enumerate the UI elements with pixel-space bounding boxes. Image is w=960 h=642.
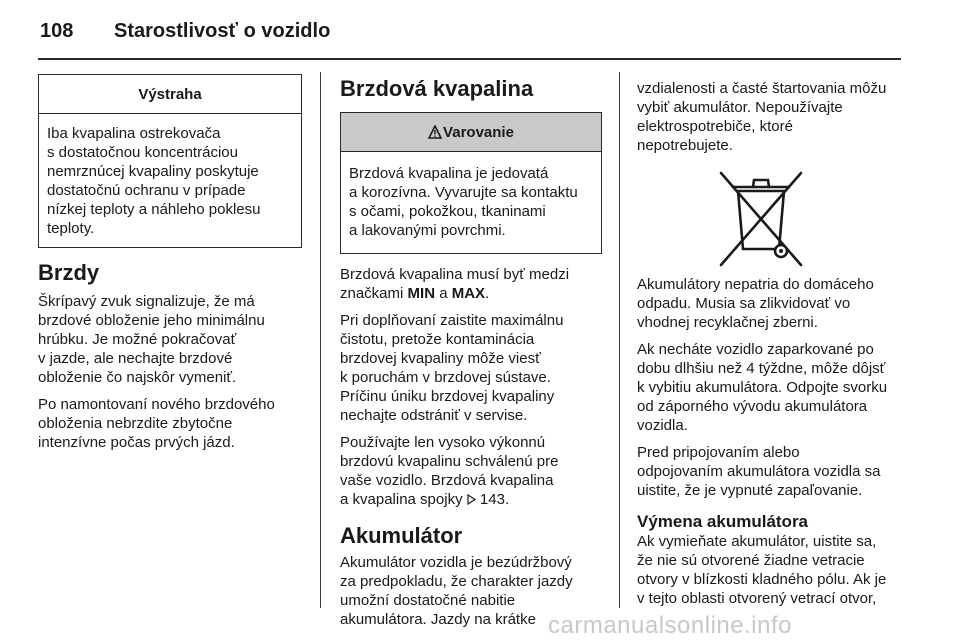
caution-box-title: Varovanie: [443, 124, 514, 141]
brake-fluid-text-end: .: [485, 285, 490, 302]
column-divider-2: [619, 72, 620, 608]
page-header: [40, 20, 330, 43]
brakes-paragraph-1: Škrípavý zvuk signalizuje, že má brzdové obloženie jeho minimálnu hrúbku. Je možné pokračovať v jazde, ale nechajte brzdové obloženie čo najskôr vymeniť.: [38, 293, 265, 386]
header-rule: [38, 58, 901, 60]
warning-box-title: Výstraha: [39, 75, 301, 114]
max-mark: MAX: [451, 285, 486, 302]
page-reference-link[interactable]: 143: [479, 491, 505, 508]
column-3: [637, 79, 909, 616]
watermark: carmanualsonline.info: [548, 612, 792, 639]
brake-fluid-paragraph-1: [340, 265, 602, 303]
brake-fluid-paragraph-2: Pri doplňovaní zaistite maximálnu čistotu, pretože kontaminácia brzdovej kvapaliny môže viesť k poruchám v brzdovej sústave. Príčinu úniku brzdovej kvapaliny nechajte odstrániť v servise.: [340, 312, 564, 424]
brake-fluid-text-3-end: .: [504, 491, 510, 508]
battery-paragraph-2: vzdialenosti a časté štartovania môžu vybiť akumulátor. Nepoužívajte elektrospotrebiče, ktoré nepotrebujete.: [637, 80, 887, 154]
crossed-out-wheelie-bin-icon: [715, 169, 807, 269]
page-number: 108: [40, 20, 74, 42]
caution-box-text: Brzdová kvapalina je jedovatá a korozívna. Vyvarujte sa kontaktu s očami, pokožkou, tkaninami a lakovanými povrchmi.: [349, 165, 578, 239]
caution-box-header: [341, 113, 601, 152]
section-heading-brake-fluid: Brzdová kvapalina: [340, 76, 534, 101]
brake-fluid-text-3: Používajte len vysoko výkonnú brzdovú kvapalinu schválenú pre vaše vozidlo. Brzdová kvapalina a kvapalina spojky: [340, 434, 559, 508]
brakes-paragraph-2: Po namontovaní nového brzdového obloženia nebrzdite zbytočne intenzívne počas prvých jázd.: [38, 396, 275, 451]
brake-fluid-text-and: a: [435, 285, 452, 302]
caution-box: [340, 112, 602, 254]
section-heading-battery: Akumulátor: [340, 523, 463, 548]
min-mark: MIN: [407, 285, 436, 302]
battery-replacement-paragraph: Ak vymieňate akumulátor, uistite sa, že nie sú otvorené žiadne vetracie otvory v blízkosti kladného pólu. Ak je v tejto oblasti otvorený vetrací otvor,: [637, 533, 887, 607]
warning-box: [38, 74, 302, 248]
battery-paragraph-3: Akumulátory nepatria do domáceho odpadu. Musia sa zlikvidovať vo vhodnej recyklačnej zberni.: [637, 276, 874, 331]
battery-paragraph-4: Ak necháte vozidlo zaparkované po dobu dlhšiu než 4 týždne, môže dôjsť k vybitiu akumulátora. Odpojte svorku od záporného vývodu akumulátora vozidla.: [637, 341, 888, 434]
brake-fluid-paragraph-3: [340, 433, 602, 509]
column-1: [38, 74, 302, 460]
battery-paragraph-5: Pred pripojovaním alebo odpojovaním akumulátora vozidla sa uistite, že je vypnuté zapaľovanie.: [637, 444, 881, 499]
battery-paragraph-1: Akumulátor vozidla je bezúdržbový za predpokladu, že charakter jazdy umožní dostatočné nabitie akumulátora. Jazdy na krátke: [340, 554, 573, 628]
disposal-symbol-wrap: [637, 163, 909, 275]
brake-fluid-text: Brzdová kvapalina musí byť medzi značkami: [340, 266, 570, 302]
warning-box-text: Iba kvapalina ostrekovača s dostatočnou koncentráciou nemrznúcej kvapaliny poskytuje dostatočnú ochranu v prípade nízkej teploty a náhleho poklesu teploty.: [47, 125, 261, 237]
section-heading-brakes: Brzdy: [38, 260, 100, 285]
column-divider-1: [320, 72, 321, 608]
warning-triangle-icon: [428, 125, 442, 139]
page-title: Starostlivosť o vozidlo: [114, 20, 331, 42]
section-heading-battery-replacement: Výmena akumulátora: [637, 512, 809, 531]
page-reference-arrow-icon: [467, 494, 476, 505]
column-2: [340, 76, 602, 637]
